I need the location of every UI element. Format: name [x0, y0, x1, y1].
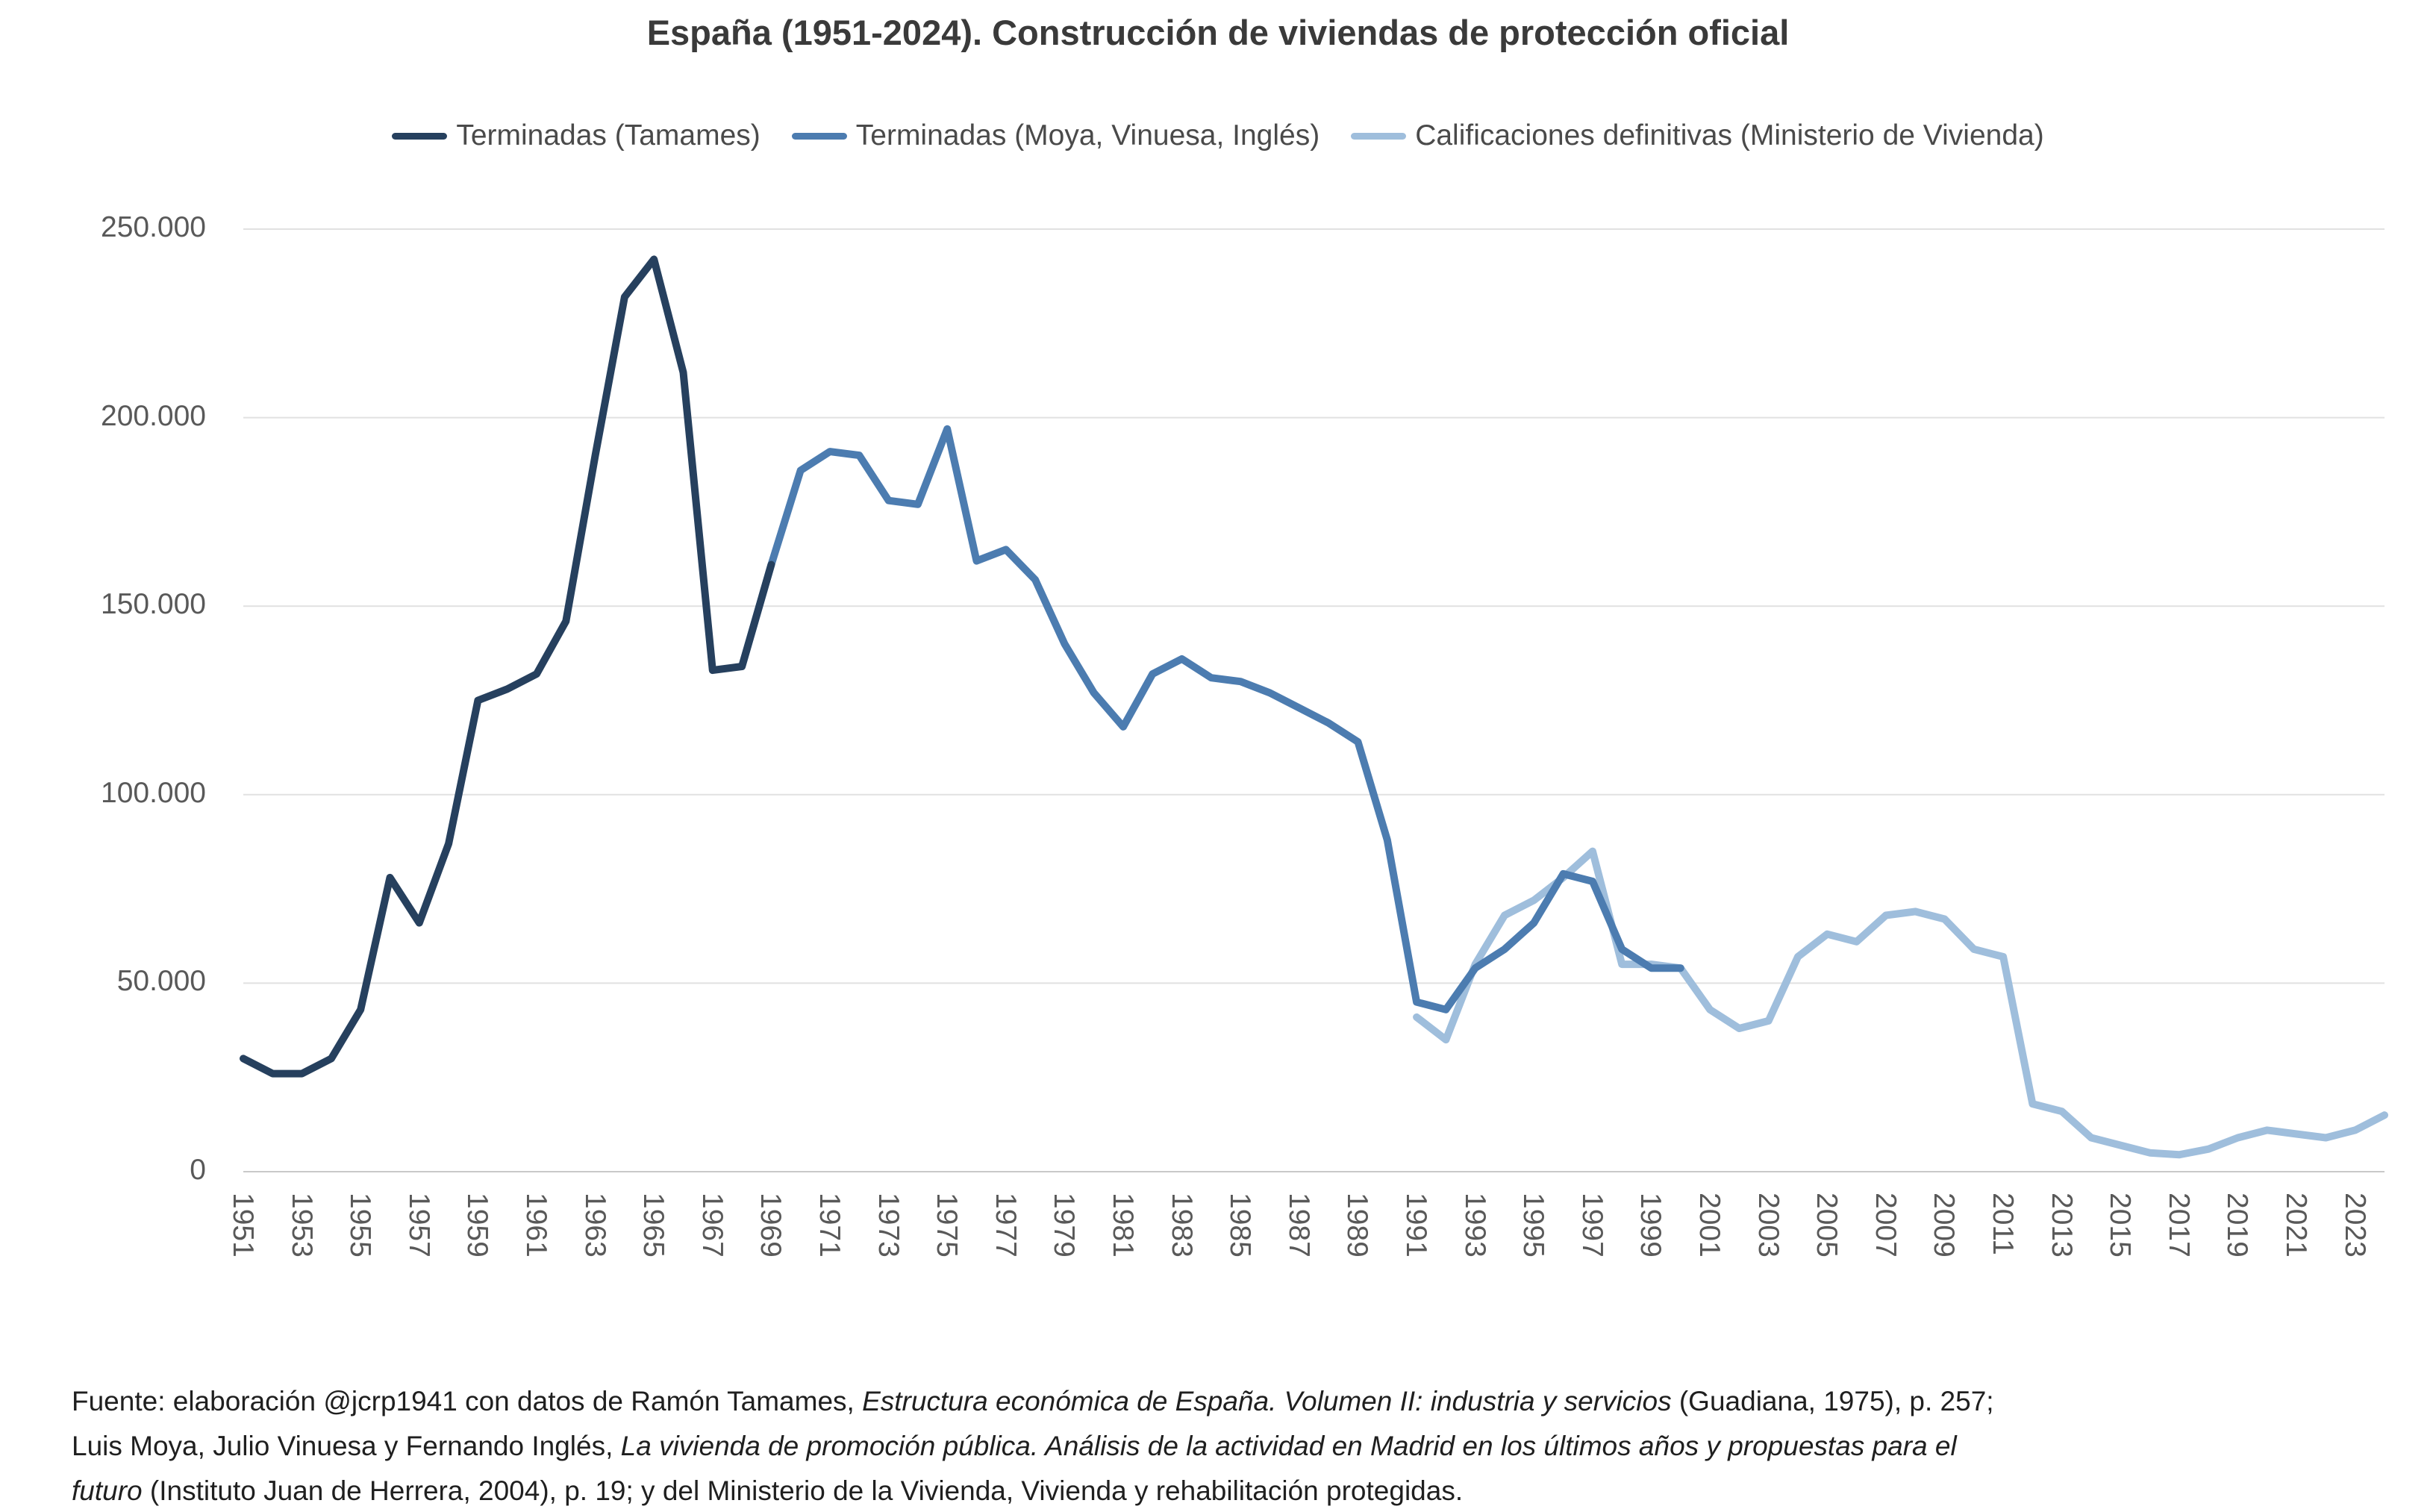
- x-tick-label-2007: 2007: [1869, 1193, 1902, 1258]
- x-tick-label-1977: 1977: [989, 1193, 1022, 1258]
- source-note-title-segment: futuro: [72, 1475, 143, 1506]
- x-tick-label-1971: 1971: [813, 1193, 846, 1258]
- source-note-line: [72, 1424, 2408, 1469]
- x-tick-label-1965: 1965: [637, 1193, 670, 1258]
- source-note-text-segment: (Instituto Juan de Herrera, 2004), p. 19; y del Ministerio de la Vivienda, Vivienda y rehabilitación protegidas.: [142, 1475, 1464, 1506]
- x-tick-label-2011: 2011: [1987, 1193, 2020, 1255]
- source-note: [72, 1379, 2408, 1512]
- x-tick-label-1991: 1991: [1400, 1193, 1433, 1258]
- y-tick-label-100000: 100.000: [101, 776, 206, 809]
- y-tick-label-200000: 200.000: [101, 399, 206, 432]
- series-line-terminadas-moya-vinuesa-ingles: [742, 429, 1681, 1010]
- x-tick-label-2023: 2023: [2338, 1193, 2371, 1258]
- x-tick-label-2003: 2003: [1752, 1193, 1784, 1258]
- x-tick-label-1951: 1951: [227, 1193, 259, 1258]
- x-tick-label-1999: 1999: [1634, 1193, 1667, 1258]
- x-tick-label-1997: 1997: [1575, 1193, 1608, 1258]
- y-tick-label-0: 0: [190, 1154, 206, 1186]
- y-tick-label-250000: 250.000: [101, 211, 206, 243]
- legend-label: Calificaciones definitivas (Ministerio de Vivienda): [1415, 119, 2044, 151]
- x-tick-label-2015: 2015: [2104, 1193, 2137, 1258]
- x-tick-label-1995: 1995: [1517, 1193, 1550, 1258]
- x-tick-label-1961: 1961: [520, 1193, 552, 1258]
- x-tick-label-2013: 2013: [2045, 1193, 2078, 1258]
- x-tick-label-1973: 1973: [872, 1193, 905, 1258]
- series-line-terminadas-tamames: [243, 259, 771, 1073]
- x-tick-label-2019: 2019: [2221, 1193, 2254, 1258]
- x-tick-label-2021: 2021: [2280, 1193, 2313, 1258]
- y-tick-label-50000: 50.000: [116, 965, 206, 998]
- x-tick-label-1967: 1967: [696, 1193, 728, 1258]
- x-tick-label-1981: 1981: [1107, 1193, 1140, 1258]
- x-tick-label-1989: 1989: [1341, 1193, 1374, 1258]
- chart-title: España (1951-2024). Construcción de viviendas de protección oficial: [646, 13, 1790, 52]
- source-note-text-segment: (Guadiana, 1975), p. 257;: [1671, 1386, 1994, 1416]
- x-tick-label-1979: 1979: [1048, 1193, 1081, 1258]
- y-tick-label-150000: 150.000: [101, 588, 206, 621]
- x-tick-label-1969: 1969: [755, 1193, 787, 1258]
- source-note-line: [72, 1469, 2408, 1512]
- source-note-line: [72, 1379, 2408, 1424]
- x-tick-label-1993: 1993: [1458, 1193, 1491, 1258]
- source-note-text-segment: Luis Moya, Julio Vinuesa y Fernando Inglés,: [72, 1431, 621, 1461]
- x-tick-label-2009: 2009: [1928, 1193, 1961, 1258]
- x-tick-label-2001: 2001: [1693, 1193, 1726, 1258]
- source-note-title-segment: La vivienda de promoción pública. Análisis de la actividad en Madrid en los últimos años y propuestas para el: [620, 1431, 1957, 1461]
- x-tick-label-1963: 1963: [578, 1193, 611, 1258]
- x-tick-label-1975: 1975: [931, 1193, 964, 1258]
- x-tick-label-1957: 1957: [402, 1193, 435, 1258]
- x-tick-label-1955: 1955: [344, 1193, 377, 1258]
- x-tick-label-2017: 2017: [2162, 1193, 2195, 1258]
- series-line-calificaciones-definitivas-ministerio-de-vivienda: [1417, 852, 2385, 1155]
- x-tick-label-1953: 1953: [285, 1193, 318, 1258]
- x-tick-label-1983: 1983: [1165, 1193, 1198, 1258]
- legend-label: Terminadas (Tamames): [456, 119, 761, 151]
- source-note-title-segment: Estructura económica de España. Volumen II: industria y servicios: [862, 1386, 1672, 1416]
- x-tick-label-2005: 2005: [1811, 1193, 1843, 1258]
- legend-label: Terminadas (Moya, Vinuesa, Inglés): [855, 119, 1320, 151]
- x-tick-label-1987: 1987: [1282, 1193, 1315, 1258]
- x-tick-label-1985: 1985: [1224, 1193, 1257, 1258]
- x-tick-label-1959: 1959: [461, 1193, 494, 1258]
- source-note-text-segment: Fuente: elaboración @jcrp1941 con datos de Ramón Tamames,: [72, 1386, 863, 1416]
